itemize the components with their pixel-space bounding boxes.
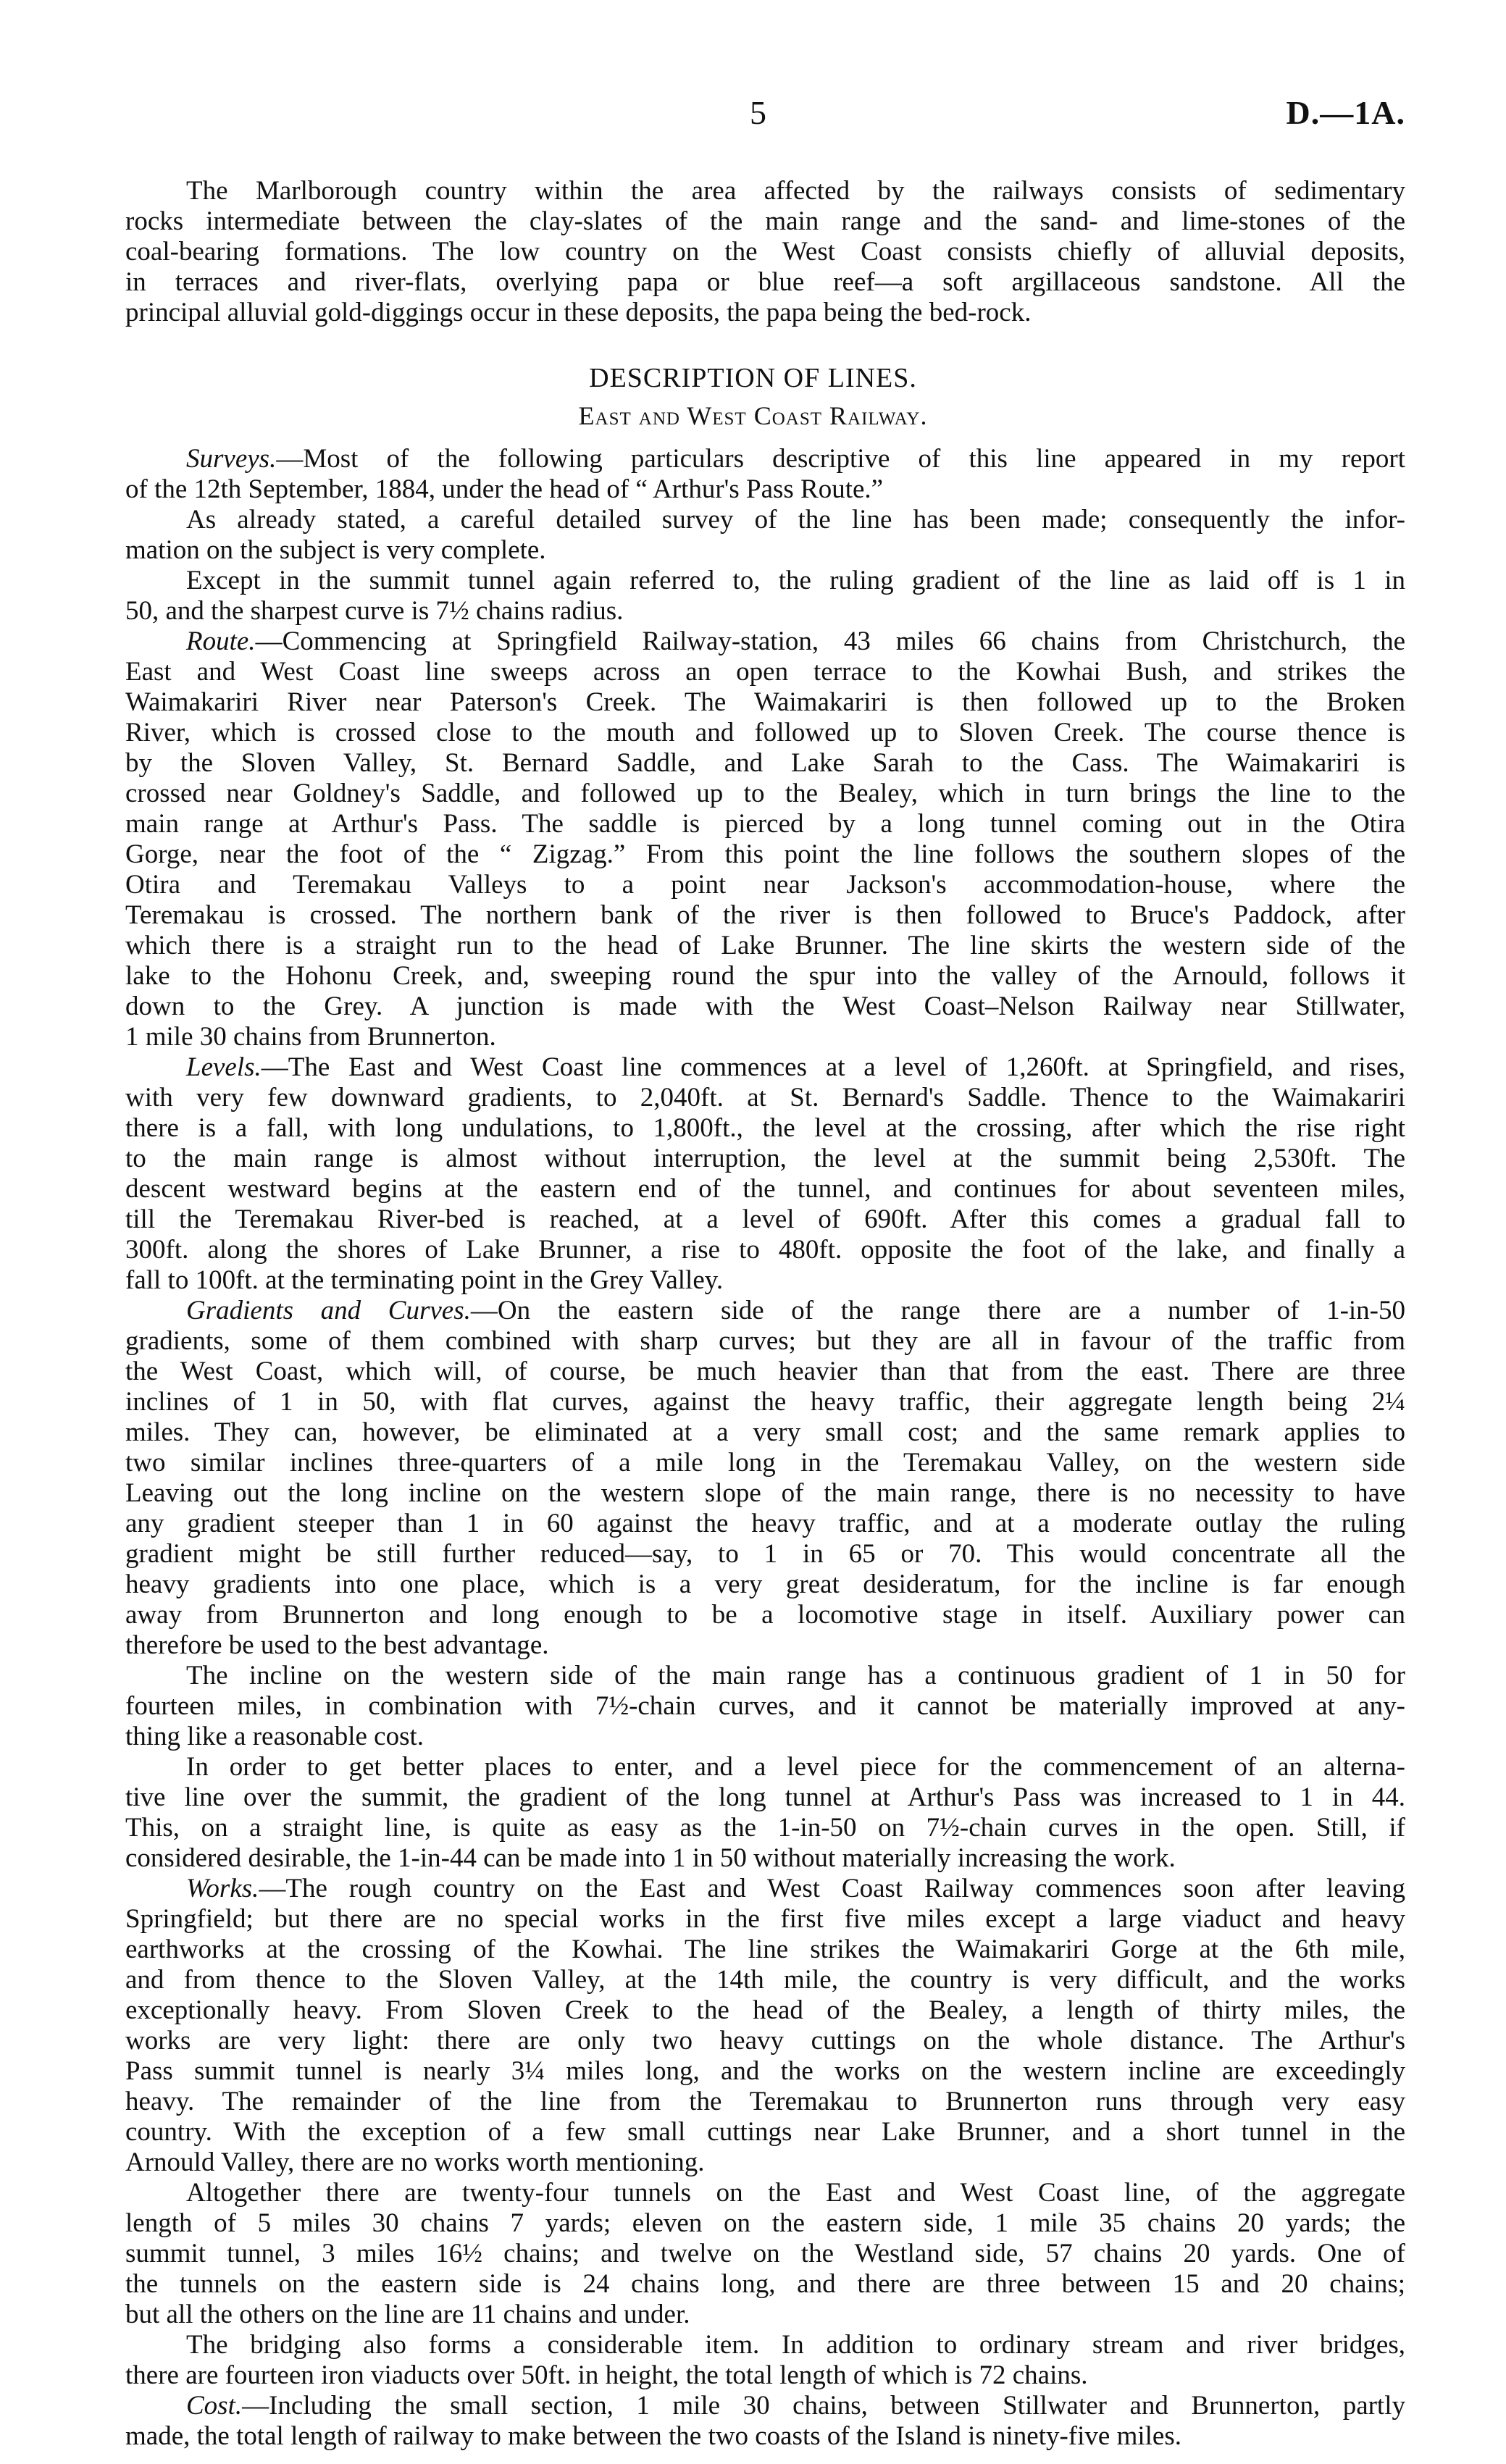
paragraph: [125, 444, 1405, 505]
line-text: descent westward begins at the eastern end of the tunnel, and continues for about seventeen miles,: [125, 1174, 1405, 1204]
paragraph: [125, 627, 1405, 1052]
line-text: any gradient steeper than 1 in 60 against the heavy traffic, and at a moderate outlay the ruling: [125, 1509, 1405, 1538]
line-text: —The East and West Coast line commences at a level of 1,260ft. at Springfield, and rises,: [261, 1052, 1405, 1082]
line-text: heavy gradients into one place, which is a very great desideratum, for the incline is far enough: [125, 1570, 1405, 1599]
section-subheading: East and West Coast Railway.: [578, 401, 928, 430]
text-line: [125, 1935, 1405, 1965]
text-line: [125, 931, 1405, 961]
text-line: [125, 779, 1405, 809]
line-text: heavy. The remainder of the line from the Teremakau to Brunnerton runs through very easy: [125, 2087, 1405, 2116]
body-text: [125, 444, 1405, 2452]
text-line: [125, 1782, 1405, 1813]
paragraph: [125, 1052, 1405, 1296]
text-line: [125, 2421, 1405, 2452]
text-line: [125, 535, 1405, 566]
line-text: two similar inclines three-quarters of a mile long in the Teremakau Valley, on the western side: [125, 1448, 1405, 1478]
text-line: [125, 1539, 1405, 1570]
line-text: As already stated, a careful detailed survey of the line has been made; consequently the infor-: [186, 505, 1405, 535]
line-text: earthworks at the crossing of the Kowhai. The line strikes the Waimakariri Gorge at the 6th mile,: [125, 1935, 1405, 1964]
text-line: [125, 474, 1405, 505]
text-line: [125, 1144, 1405, 1174]
line-text: In order to get better places to enter, and a level piece for the commencement of an alterna-: [186, 1752, 1405, 1782]
text-line: [125, 687, 1405, 718]
paragraph-lead: Route.: [186, 627, 256, 656]
text-line: [125, 1752, 1405, 1782]
line-text: miles. They can, however, be eliminated at a very small cost; and the same remark applies to: [125, 1417, 1405, 1447]
line-text: to the main range is almost without interruption, the level at the summit being 2,530ft. The: [125, 1144, 1405, 1173]
text-line: [125, 2056, 1405, 2087]
line-text: country. With the exception of a few small cuttings near Lake Brunner, and a short tunnel in the: [125, 2117, 1405, 2147]
document-reference: D.—1A.: [1286, 94, 1405, 131]
paragraph: [125, 566, 1405, 627]
line-text: This, on a straight line, is quite as easy as the 1-in-50 on 7½-chain curves in the open. Still, if: [125, 1813, 1405, 1843]
text-line: [125, 176, 1405, 206]
paragraph-lead: Surveys.: [186, 444, 277, 474]
text-line: [125, 1509, 1405, 1539]
text-line: [125, 1357, 1405, 1387]
line-text: Waimakariri River near Paterson's Creek. The Waimakariri is then followed up to the Broken: [125, 687, 1405, 717]
text-line: [125, 2269, 1405, 2300]
text-line: [125, 627, 1405, 657]
line-text: which there is a straight run to the head of Lake Brunner. The line skirts the western side of the: [125, 931, 1405, 960]
text-line: [125, 1417, 1405, 1448]
text-line: [125, 1113, 1405, 1144]
line-text: till the Teremakau River-bed is reached, at a level of 690ft. After this comes a gradual fall to: [125, 1204, 1405, 1234]
text-line: [125, 1052, 1405, 1083]
text-line: [125, 870, 1405, 900]
line-text: —Including the small section, 1 mile 30 chains, between Stillwater and Brunnerton, partly: [242, 2391, 1405, 2421]
text-line: [125, 1843, 1405, 1874]
paragraph: [125, 2330, 1405, 2391]
text-line: [125, 298, 1405, 328]
line-text: River, which is crossed close to the mouth and followed up to Sloven Creek. The course thence is: [125, 718, 1405, 747]
line-text: —On the eastern side of the range there are a number of 1-in-50: [470, 1296, 1405, 1325]
line-text: Arnould Valley, there are no works worth mentioning.: [125, 2147, 705, 2177]
text-line: [125, 2117, 1405, 2147]
line-text: —Most of the following particulars descriptive of this line appeared in my report: [276, 444, 1405, 474]
text-line: [125, 444, 1405, 474]
text-line: [125, 2391, 1405, 2421]
line-text: gradient might be still further reduced—say, to 1 in 65 or 70. This would concentrate all the: [125, 1539, 1405, 1569]
text-line: [125, 2208, 1405, 2239]
line-text: fall to 100ft. at the terminating point in the Grey Valley.: [125, 1265, 724, 1295]
text-line: [125, 1600, 1405, 1630]
text-line: [125, 2087, 1405, 2117]
line-text: Except in the summit tunnel again referred to, the ruling gradient of the line as laid off is 1 in: [186, 566, 1405, 595]
line-text: coal-bearing formations. The low country on the West Coast consists chiefly of alluvial deposits,: [125, 237, 1405, 267]
text-line: [125, 2026, 1405, 2056]
line-text: with very few downward gradients, to 2,040ft. at St. Bernard's Saddle. Thence to the Waimakariri: [125, 1083, 1405, 1112]
line-text: Altogether there are twenty-four tunnels on the East and West Coast line, of the aggregate: [186, 2178, 1405, 2208]
text-line: [125, 1661, 1405, 1691]
text-line: [125, 1326, 1405, 1357]
text-line: [125, 267, 1405, 298]
line-text: The incline on the western side of the main range has a continuous gradient of 1 in 50 for: [186, 1661, 1405, 1690]
line-text: down to the Grey. A junction is made with the West Coast–Nelson Railway near Stillwater,: [125, 992, 1405, 1021]
line-text: main range at Arthur's Pass. The saddle is pierced by a long tunnel coming out in the Otira: [125, 809, 1405, 839]
text-line: [125, 748, 1405, 779]
text-line: [125, 505, 1405, 535]
text-line: [125, 1691, 1405, 1722]
line-text: Teremakau is crossed. The northern bank of the river is then followed to Bruce's Paddock, after: [125, 900, 1405, 930]
paragraph: [125, 2178, 1405, 2330]
text-line: [125, 809, 1405, 839]
line-text: principal alluvial gold-diggings occur in these deposits, the papa being the bed-rock.: [125, 298, 1032, 327]
paragraph: [125, 505, 1405, 566]
text-line: [125, 1874, 1405, 1904]
line-text: by the Sloven Valley, St. Bernard Saddle, and Lake Sarah to the Cass. The Waimakariri is: [125, 748, 1405, 778]
line-text: summit tunnel, 3 miles 16½ chains; and twelve on the Westland side, 57 chains 20 yards. One of: [125, 2239, 1405, 2268]
text-line: [125, 839, 1405, 870]
line-text: mation on the subject is very complete.: [125, 535, 546, 565]
line-text: Pass summit tunnel is nearly 3¼ miles long, and the works on the western incline are exceedingly: [125, 2056, 1405, 2086]
line-text: considered desirable, the 1-in-44 can be made into 1 in 50 without materially increasing the work.: [125, 1843, 1176, 1873]
text-line: [125, 1296, 1405, 1326]
text-line: [125, 1965, 1405, 1995]
line-text: —The rough country on the East and West Coast Railway commences soon after leaving: [259, 1874, 1405, 1903]
text-line: [125, 1630, 1405, 1661]
text-line: [125, 2239, 1405, 2269]
text-line: [125, 2330, 1405, 2360]
line-text: Otira and Teremakau Valleys to a point near Jackson's accommodation-house, where the: [125, 870, 1405, 900]
line-text: away from Brunnerton and long enough to be a locomotive stage in itself. Auxiliary power can: [125, 1600, 1405, 1630]
text-line: [125, 657, 1405, 687]
paragraph: [125, 1752, 1405, 1874]
line-text: —Commencing at Springfield Railway-station, 43 miles 66 chains from Christchurch, the: [255, 627, 1405, 656]
line-text: fourteen miles, in combination with 7½-chain curves, and it cannot be materially improved at any-: [125, 1691, 1405, 1721]
paragraph: [125, 2391, 1405, 2452]
paragraph-lead: Works.: [186, 1874, 259, 1903]
text-line: [125, 1235, 1405, 1265]
line-text: there is a fall, with long undulations, to 1,800ft., the level at the crossing, after which the rise right: [125, 1113, 1405, 1143]
line-text: the tunnels on the eastern side is 24 chains long, and there are three between 15 and 20 chains;: [125, 2269, 1405, 2299]
line-text: but all the others on the line are 11 chains and under.: [125, 2300, 690, 2329]
text-line: [125, 1570, 1405, 1600]
text-line: [125, 1174, 1405, 1204]
text-line: [125, 718, 1405, 748]
text-line: [125, 992, 1405, 1022]
line-text: 50, and the sharpest curve is 7½ chains radius.: [125, 596, 624, 626]
text-line: [125, 1083, 1405, 1113]
line-text: 1 mile 30 chains from Brunnerton.: [125, 1022, 496, 1052]
section-heading: DESCRIPTION OF LINES.: [589, 363, 917, 393]
line-text: of the 12th September, 1884, under the head of “ Arthur's Pass Route.”: [125, 474, 884, 504]
text-line: [125, 2178, 1405, 2208]
text-line: [125, 1904, 1405, 1935]
line-text: The bridging also forms a considerable item. In addition to ordinary stream and river bridges,: [186, 2330, 1405, 2360]
text-line: [125, 206, 1405, 237]
line-text: rocks intermediate between the clay-slates of the main range and the sand- and lime-stones of the: [125, 206, 1405, 236]
text-line: [125, 1995, 1405, 2026]
line-text: there are fourteen iron viaducts over 50ft. in height, the total length of which is 72 chains.: [125, 2360, 1088, 2390]
line-text: gradients, some of them combined with sharp curves; but they are all in favour of the traffic from: [125, 1326, 1405, 1356]
line-text: tive line over the summit, the gradient of the long tunnel at Arthur's Pass was increased to 1 in 44.: [125, 1782, 1405, 1812]
text-line: [125, 1022, 1405, 1052]
text-line: [125, 1478, 1405, 1509]
line-text: thing like a reasonable cost.: [125, 1722, 424, 1751]
text-line: [125, 1387, 1405, 1417]
line-text: lake to the Hohonu Creek, and, sweeping round the spur into the valley of the Arnould, follows it: [125, 961, 1405, 991]
line-text: made, the total length of railway to make between the two coasts of the Island is ninety-five miles.: [125, 2421, 1181, 2451]
paragraph: [125, 1874, 1405, 2178]
line-text: length of 5 miles 30 chains 7 yards; eleven on the eastern side, 1 mile 35 chains 20 yards; the: [125, 2208, 1405, 2238]
line-text: 300ft. along the shores of Lake Brunner, a rise to 480ft. opposite the foot of the lake, and finally a: [125, 1235, 1405, 1265]
line-text: exceptionally heavy. From Sloven Creek to the head of the Bealey, a length of thirty miles, the: [125, 1995, 1405, 2025]
text-line: [125, 900, 1405, 931]
page-number: 5: [750, 94, 766, 131]
text-line: [125, 596, 1405, 627]
paragraph: [125, 1296, 1405, 1661]
line-text: Gorge, near the foot of the “ Zigzag.” From this point the line follows the southern slopes of the: [125, 839, 1405, 869]
text-line: [125, 2360, 1405, 2391]
text-line: [125, 1265, 1405, 1296]
text-line: [125, 2300, 1405, 2330]
paragraph-lead: Levels.: [186, 1052, 262, 1082]
text-line: [125, 566, 1405, 596]
line-text: The Marlborough country within the area affected by the railways consists of sedimentary: [186, 176, 1405, 206]
paragraph: [125, 1661, 1405, 1752]
paragraph-lead: Cost.: [186, 2391, 243, 2421]
paragraph-lead: Gradients and Curves.: [186, 1296, 471, 1325]
line-text: Leaving out the long incline on the western slope of the main range, there is no necessity to have: [125, 1478, 1405, 1508]
intro-text: [125, 176, 1405, 328]
text-line: [125, 1813, 1405, 1843]
paragraph: [125, 176, 1405, 328]
text-line: [125, 2147, 1405, 2178]
text-line: [125, 961, 1405, 992]
line-text: and from thence to the Sloven Valley, at the 14th mile, the country is very difficult, and the works: [125, 1965, 1405, 1995]
line-text: the West Coast, which will, of course, be much heavier than that from the east. There are three: [125, 1357, 1405, 1386]
line-text: therefore be used to the best advantage.: [125, 1630, 549, 1660]
text-line: [125, 1448, 1405, 1478]
line-text: inclines of 1 in 50, with flat curves, against the heavy traffic, their aggregate length being 2¼: [125, 1387, 1405, 1417]
line-text: in terraces and river-flats, overlying papa or blue reef—a soft argillaceous sandstone. All the: [125, 267, 1405, 297]
line-text: East and West Coast line sweeps across an open terrace to the Kowhai Bush, and strikes the: [125, 657, 1405, 687]
text-line: [125, 237, 1405, 267]
text-line: [125, 1204, 1405, 1235]
line-text: Springfield; but there are no special works in the first five miles except a large viaduct and heavy: [125, 1904, 1405, 1934]
line-text: crossed near Goldney's Saddle, and followed up to the Bealey, which in turn brings the line to the: [125, 779, 1405, 808]
line-text: works are very light: there are only two heavy cuttings on the whole distance. The Arthur's: [125, 2026, 1405, 2056]
text-line: [125, 1722, 1405, 1752]
